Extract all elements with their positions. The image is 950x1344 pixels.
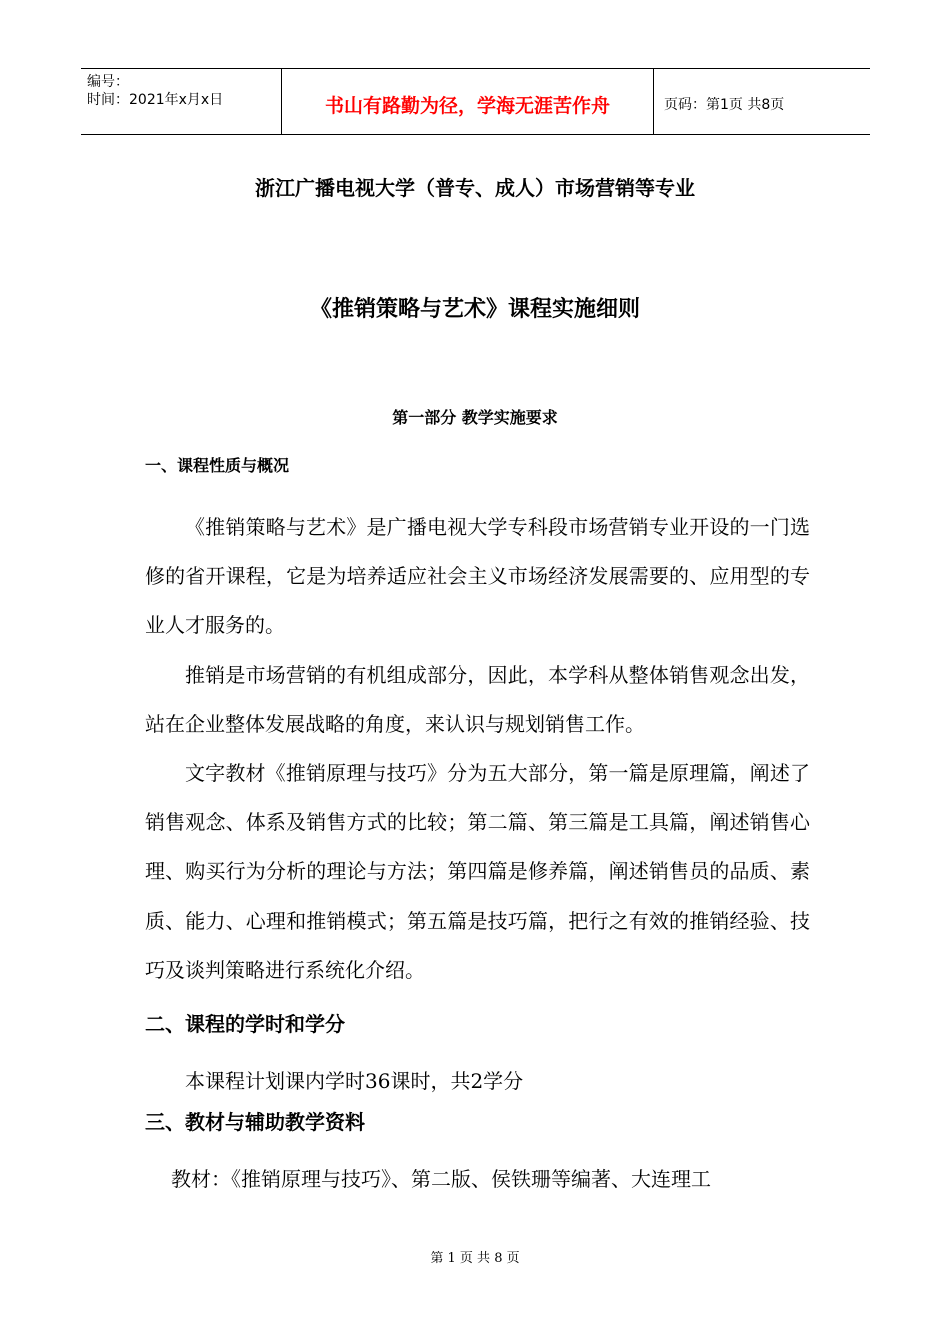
section-heading-2: 二、课程的学时和学分 xyxy=(145,1012,345,1036)
document-title-line2: 《推销策略与艺术》课程实施细则 xyxy=(309,297,640,322)
paragraph: 教材：《推销原理与技巧》、第二版、侯铁珊等编著、大连理工 xyxy=(171,1167,711,1191)
header-motto: 书山有路勤为径，学海无涯苦作舟 xyxy=(282,69,654,134)
part-title: 第一部分 教学实施要求 xyxy=(392,408,558,427)
paragraph: 《推销策略与艺术》是广播电视大学专科段市场营销专业开设的一门选修的省开课程，它是为培养适应社会主义市场经济发展需要的、应用型的专业人才服务的。 xyxy=(145,515,810,638)
document-title-line1: 浙江广播电视大学（普专、成人）市场营销等专业 xyxy=(255,176,695,200)
section-heading-3: 三、教材与辅助教学资料 xyxy=(145,1110,365,1134)
page-header xyxy=(81,68,870,135)
code-label: 编号： xyxy=(87,74,129,90)
header-page-info: 页码：第1页 共8页 xyxy=(664,96,785,113)
header-meta xyxy=(81,69,282,134)
page-footer: 第 1 页 共 8 页 xyxy=(430,1251,520,1266)
paragraph: 文字教材《推销原理与技巧》分为五大部分，第一篇是原理篇，阐述了销售观念、体系及销售方式的比较；第二篇、第三篇是工具篇，阐述销售心理、购买行为分析的理论与方法；第四篇是修养篇，阐述销售员的品质、素质、能力、心理和推销模式；第五篇是技巧篇，把行之有效的推销经验、技巧及谈判策略进行系统化介绍。 xyxy=(145,761,810,982)
paragraph: 推销是市场营销的有机组成部分，因此，本学科从整体销售观念出发，站在企业整体发展战略的角度，来认识与规划销售工作。 xyxy=(145,663,810,737)
paragraph: 本课程计划课内学时36课时，共2学分 xyxy=(185,1069,524,1093)
section-heading-1: 一、课程性质与概况 xyxy=(145,456,290,475)
time-label: 时间：2021年x月x日 xyxy=(87,92,224,108)
